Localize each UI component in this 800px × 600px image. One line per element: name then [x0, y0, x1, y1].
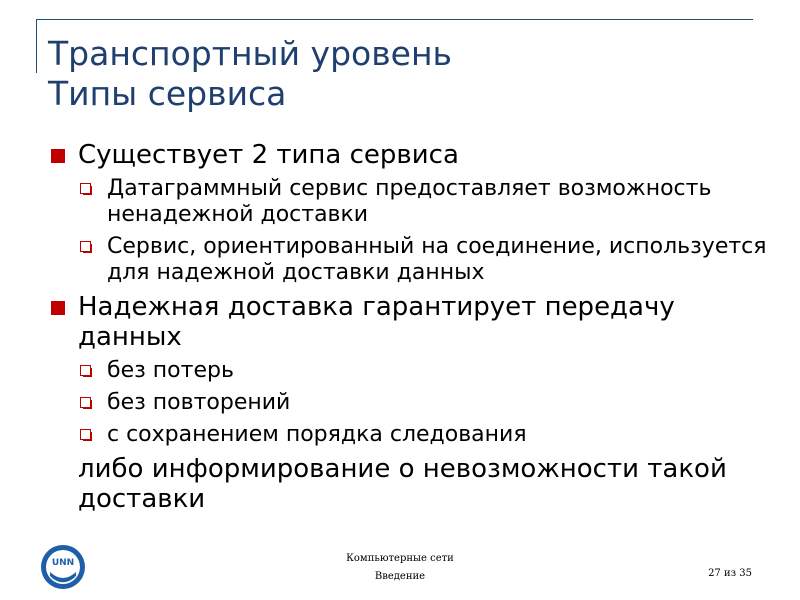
bullet-level2 — [48, 234, 768, 286]
bullet-text: без повторений — [107, 390, 291, 415]
top-rule — [36, 19, 753, 20]
footer-section: Введение — [374, 571, 426, 582]
title-line-2: Типы сервиса — [48, 74, 287, 113]
closing-note: либо информирование о невозможности такой доставки — [78, 454, 727, 514]
bullet-text: Надежная доставка гарантирует передачу данных — [78, 292, 675, 352]
bullet-level2 — [48, 390, 768, 416]
square-bullet-icon — [51, 149, 65, 163]
bullet-level1 — [48, 292, 768, 352]
bullet-level2 — [48, 358, 768, 384]
logo-text: UNN — [51, 558, 75, 568]
bullet-text: Существует 2 типа сервиса — [78, 140, 459, 170]
page-number: 27 из 35 — [708, 568, 752, 579]
bullet-text: Сервис, ориентированный на соединение, используется для надежной доставки данных — [107, 234, 767, 285]
hollow-square-bullet-icon — [80, 397, 91, 408]
bullet-text: без потерь — [107, 358, 234, 383]
bullet-level2 — [48, 176, 768, 228]
hollow-square-bullet-icon — [80, 429, 91, 440]
hollow-square-bullet-icon — [80, 241, 91, 252]
slide-content — [48, 140, 768, 514]
square-bullet-icon — [51, 301, 65, 315]
title-line-1: Транспортный уровень — [48, 34, 452, 73]
bullet-level1 — [48, 140, 768, 170]
hollow-square-bullet-icon — [80, 365, 91, 376]
slide-title — [48, 34, 452, 114]
footer-course: Компьютерные сети — [346, 553, 454, 564]
hollow-square-bullet-icon — [80, 183, 91, 194]
university-logo-icon — [40, 544, 86, 590]
bullet-text: с сохранением порядка следования — [107, 422, 527, 447]
left-rule — [36, 19, 37, 73]
bullet-text: Датаграммный сервис предоставляет возможность ненадежной доставки — [107, 176, 712, 227]
bullet-level2 — [48, 422, 768, 448]
